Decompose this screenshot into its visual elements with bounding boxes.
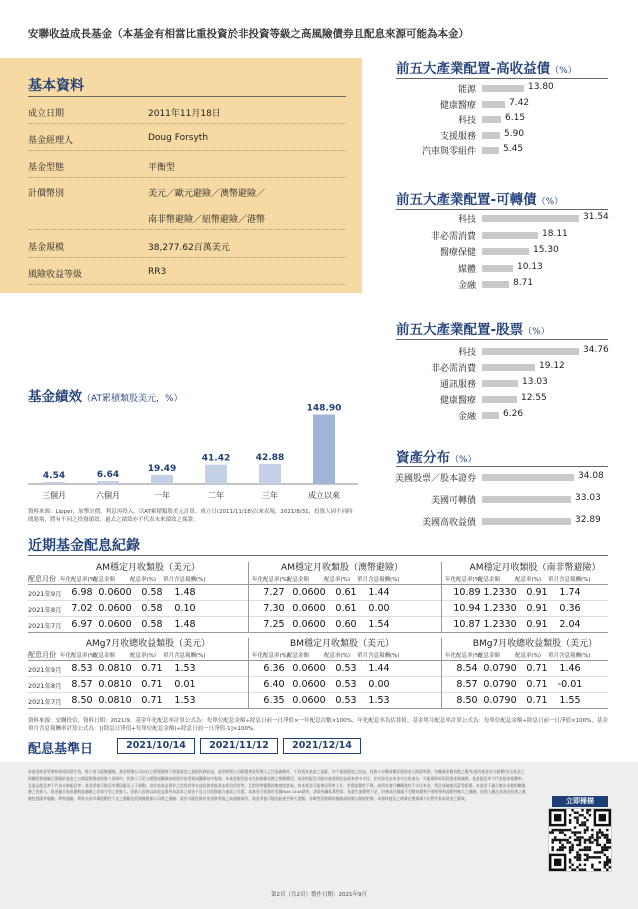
dividend-cell: 2.04 bbox=[559, 619, 581, 630]
dividend-cell: 0.71 bbox=[141, 663, 163, 674]
bar bbox=[482, 281, 509, 288]
bar-label: 科技 bbox=[457, 348, 476, 358]
bar-value: 10.13 bbox=[517, 261, 543, 272]
info-value: RR3 bbox=[148, 267, 167, 277]
dividend-cell: 8.50 bbox=[71, 695, 93, 706]
perf-bar-value: 19.49 bbox=[147, 463, 177, 474]
perf-subtitle: （AT累積類股美元，%） bbox=[82, 394, 183, 404]
dividend-cell: 0.91 bbox=[526, 587, 548, 598]
dividend-cell: 6.97 bbox=[71, 619, 93, 630]
dividend-cell: 0.71 bbox=[526, 695, 548, 706]
info-value: Doug Forsyth bbox=[148, 133, 209, 143]
dividend-column-header: 配息率(%) bbox=[515, 653, 542, 659]
dividend-table-title: BMg7月收總收益類股（美元） bbox=[472, 639, 598, 649]
dividend-cell: 8.57 bbox=[71, 679, 93, 690]
industry-eq-rule bbox=[396, 339, 608, 340]
industry-cb-title-text: 前五大產業配置-可轉債 bbox=[396, 192, 537, 208]
perf-bar-value: 41.42 bbox=[201, 453, 231, 464]
dividend-table-title: AM穩定月收類股（南非幣避險） bbox=[469, 563, 601, 573]
basic-info-rule bbox=[28, 96, 346, 97]
dividend-cell: 7.30 bbox=[263, 603, 285, 614]
bar bbox=[482, 396, 517, 403]
bar bbox=[482, 496, 571, 503]
document-title: 安聯收益成長基金（本基金有相當比重投資於非投資等級之高風險債券且配息來源可能為本金） bbox=[28, 28, 469, 40]
perf-bar bbox=[43, 482, 65, 484]
bar-label: 金融 bbox=[457, 281, 476, 291]
dividend-cell: -0.01 bbox=[557, 679, 583, 690]
table-divider bbox=[248, 638, 249, 708]
dividend-cell: 8.57 bbox=[456, 679, 478, 690]
perf-category-label: 一年 bbox=[154, 491, 170, 500]
performance-bars bbox=[28, 404, 358, 500]
bar bbox=[482, 232, 538, 239]
info-label: 基金規模 bbox=[28, 243, 65, 253]
dividend-cell: 0.60 bbox=[335, 619, 357, 630]
info-separator bbox=[28, 150, 346, 151]
info-separator bbox=[28, 123, 346, 124]
month-cell: 2021年9月 bbox=[28, 666, 62, 674]
dividend-cell: 0.10 bbox=[174, 603, 196, 614]
info-separator bbox=[28, 284, 346, 285]
bar bbox=[482, 348, 579, 355]
bar-label: 醫療保健 bbox=[439, 248, 476, 258]
dividend-column-header: 單月含息報酬(%) bbox=[163, 577, 206, 583]
bar-label: 非必需消費 bbox=[430, 231, 476, 242]
dividend-cell: 0.53 bbox=[335, 695, 357, 706]
bar bbox=[482, 147, 499, 154]
bar-label: 美國高收益債 bbox=[421, 518, 476, 528]
info-label: 計價幣別 bbox=[28, 189, 65, 199]
dividend-cell: 0.0790 bbox=[483, 695, 517, 706]
dividend-cell: 0.91 bbox=[526, 603, 548, 614]
dividend-cell: 10.94 bbox=[453, 603, 481, 614]
info-label: 基金型態 bbox=[28, 163, 65, 173]
perf-category-label: 三年 bbox=[262, 491, 278, 500]
dividend-column-header: 年化配息率(%) bbox=[252, 577, 290, 583]
dividend-cell: 0.53 bbox=[335, 679, 357, 690]
industry-hy-title-text: 前五大產業配置-高收益債 bbox=[396, 61, 551, 77]
dividend-cell: 0.71 bbox=[141, 695, 163, 706]
dividend-cell: 7.02 bbox=[71, 603, 93, 614]
dividend-title: 近期基金配息紀錄 bbox=[28, 538, 140, 554]
dividend-cell: 0.58 bbox=[141, 619, 163, 630]
table-bottom-line bbox=[28, 632, 608, 633]
bar-value: 32.89 bbox=[575, 515, 601, 525]
dividend-cell: 1.54 bbox=[368, 619, 390, 630]
info-separator bbox=[28, 257, 346, 258]
table-row-line bbox=[28, 676, 608, 677]
asset-alloc-unit: （%） bbox=[450, 455, 477, 465]
bar bbox=[482, 474, 574, 481]
info-label: 風險收益等級 bbox=[28, 270, 83, 280]
bar-label: 科技 bbox=[457, 116, 476, 126]
dividend-cell: 0.0600 bbox=[292, 663, 326, 674]
disclaimer-text: 本基金經金管會核准或同意生效，惟不表示絕無風險。基金經理公司以往之經理績效不保證基金之最低投資收益；基金經理公司除盡善良管理人之注意義務外，不負責本基金之盈虧，亦不保證最低之收益，投資人申購前應詳閱基金公開說明書。有關基金應負擔之費用(境外基金含分銷費用)及基金之相關投資風險已揭露於基金之公開說明書或投資人須知中，投資人可至公開資訊觀測站或境外基金資訊觀測站中查詢。本基金配息前未先扣除應負擔之相關費用，基金的配息可能由基金的收益或本金中支付。任何涉及由本金支出的部分，可能導致原始投資金額減損。基金配息率不代表基金報酬率，且過去配息率不代表未來配息率；基金淨值可能因市場因素而上下波動。由於高收益債券之信用評等未達投資等級或未經信用評等，且對利率變動的敏感度甚高，故本基金可能會因利率上升、市場流動性下降，或債券發行機構違約不支付本金、利息或破產而蒙受虧損。本基金不適合無法承擔相關風險之投資人。基金適合能承擔較高風險之非保守型之投資人。投資人投資以高收益債券為訴求之基金不宜占其投資組合過高之比重。本基金可投資於美國Rule 144A債券，該債券屬私募性質，易發生流動性不足、財務訊息揭露不完整或價格不透明導致波動性較大之風險。投資人應注意基金投資之風險包括匯率風險、利率風險、債券交易市場流動性不足之風險及投資無擔保公司債之風險；基金可能投資於非投資等級之高風險債券，基金淨值可能因此產生較大波動。各類型投資標的風險請詳閱公開說明書。本資料提及之經濟走勢預測不必然代表本基金之績效。 bbox=[28, 769, 526, 802]
bar-value: 34.76 bbox=[583, 345, 609, 355]
table-bottom-line bbox=[28, 708, 608, 709]
basis-title: 配息基準日 bbox=[28, 742, 94, 757]
info-value: 南非幣避險／紐幣避險／港幣 bbox=[148, 215, 266, 225]
industry-eq-title bbox=[396, 318, 550, 338]
bar-label: 金融 bbox=[457, 412, 476, 422]
perf-category-label: 二年 bbox=[208, 491, 224, 500]
dividend-cell: 1.2330 bbox=[483, 619, 517, 630]
bar-value: 13.80 bbox=[528, 82, 554, 92]
dividend-column-header: 配息金額 bbox=[93, 653, 116, 659]
dividend-cell: 0.0600 bbox=[98, 619, 132, 630]
dividend-column-header: 單月含息報酬(%) bbox=[357, 577, 400, 583]
bar-value: 33.03 bbox=[575, 493, 601, 503]
table-divider bbox=[441, 562, 442, 632]
bar-value: 13.03 bbox=[522, 377, 548, 387]
basis-date-3: 2021/12/14 bbox=[283, 738, 361, 754]
table-row-line bbox=[28, 600, 608, 601]
dividend-rule bbox=[28, 555, 608, 556]
bar-label: 科技 bbox=[457, 215, 476, 225]
bar-value: 5.45 bbox=[503, 144, 524, 154]
info-label: 成立日期 bbox=[28, 109, 65, 119]
dividend-cell: 6.98 bbox=[71, 587, 93, 598]
month-cell: 2021年7月 bbox=[28, 698, 62, 706]
bar-value: 31.54 bbox=[583, 212, 609, 222]
bar-label: 汽車與零組件 bbox=[421, 147, 476, 157]
bar-label: 能源 bbox=[457, 85, 476, 95]
dividend-cell: 1.2330 bbox=[483, 587, 517, 598]
basic-info-title: 基本資料 bbox=[28, 78, 84, 94]
month-cell: 2021年8月 bbox=[28, 606, 62, 614]
dividend-cell: 10.87 bbox=[453, 619, 481, 630]
bar bbox=[482, 85, 524, 92]
dividend-column-header: 配息金額 bbox=[287, 577, 310, 583]
dividend-column-header: 配息金額 bbox=[287, 653, 310, 659]
dividend-cell: 0.0600 bbox=[98, 587, 132, 598]
perf-bar-value: 4.54 bbox=[42, 470, 66, 481]
bar-value: 8.71 bbox=[513, 278, 534, 288]
bar bbox=[482, 380, 518, 387]
dividend-cell: 8.50 bbox=[456, 695, 478, 706]
dividend-column-header: 單月含息報酬(%) bbox=[548, 577, 591, 583]
bar-label: 美國股票／股本證券 bbox=[394, 474, 476, 484]
dividend-cell: 1.55 bbox=[559, 695, 581, 706]
bar bbox=[482, 364, 535, 371]
dividend-column-header: 年化配息率(%) bbox=[445, 577, 483, 583]
info-value: 2011年11月18日 bbox=[148, 109, 221, 119]
dividend-cell: 1.48 bbox=[174, 587, 196, 598]
dividend-column-header: 年化配息率(%) bbox=[60, 653, 98, 659]
dividend-column-header: 配息金額 bbox=[93, 577, 116, 583]
dividend-cell: 0.0600 bbox=[292, 679, 326, 690]
dividend-cell: 0.58 bbox=[141, 603, 163, 614]
basis-date-1: 2021/10/14 bbox=[117, 738, 195, 754]
dividend-cell: 1.48 bbox=[174, 619, 196, 630]
perf-bar bbox=[97, 481, 119, 484]
dividend-cell: 0.71 bbox=[141, 679, 163, 690]
dividend-cell: 0.0790 bbox=[483, 679, 517, 690]
dividend-column-header: 年化配息率(%) bbox=[60, 577, 98, 583]
dividend-column-header: 年化配息率(%) bbox=[445, 653, 483, 659]
bar bbox=[482, 215, 579, 222]
asset-alloc-title-text: 資產分布 bbox=[396, 450, 450, 466]
dividend-cell: 1.44 bbox=[368, 663, 390, 674]
perf-bar bbox=[313, 415, 335, 484]
dividend-cell: 0.0600 bbox=[98, 603, 132, 614]
dividend-cell: 1.46 bbox=[559, 663, 581, 674]
asset-alloc-title bbox=[396, 446, 477, 466]
dividend-column-header: 配息金額 bbox=[478, 653, 501, 659]
dividend-table-title: BM穩定月收類股（美元） bbox=[290, 639, 394, 649]
industry-cb-rule bbox=[396, 209, 608, 210]
dividend-column-header: 配息率(%) bbox=[324, 577, 351, 583]
page-footer: 第2頁（共2頁）製作日期：2021年9月 bbox=[271, 892, 367, 898]
bar bbox=[482, 412, 499, 419]
industry-cb-title bbox=[396, 188, 563, 208]
dividend-cell: 0.91 bbox=[526, 619, 548, 630]
dividend-cell: 0.58 bbox=[141, 587, 163, 598]
dividend-cell: 6.35 bbox=[263, 695, 285, 706]
month-header: 配息月份 bbox=[28, 651, 56, 659]
dividend-cell: 0.00 bbox=[368, 679, 390, 690]
perf-title-text: 基金績效 bbox=[28, 389, 82, 405]
bar-label: 媒體 bbox=[457, 264, 476, 275]
dividend-cell: 1.44 bbox=[368, 587, 390, 598]
bar bbox=[482, 116, 501, 123]
dividend-cell: 7.27 bbox=[263, 587, 285, 598]
info-value: 平衡型 bbox=[148, 163, 176, 173]
bar bbox=[482, 132, 500, 139]
month-cell: 2021年9月 bbox=[28, 590, 62, 598]
dividend-cell: 0.0600 bbox=[292, 587, 326, 598]
perf-category-label: 六個月 bbox=[96, 491, 120, 500]
dividend-column-header: 單月含息報酬(%) bbox=[163, 653, 206, 659]
table-header-line bbox=[28, 660, 608, 661]
dividend-column-header: 配息率(%) bbox=[324, 653, 351, 659]
bar-value: 7.42 bbox=[509, 97, 530, 108]
bar-label: 通訊服務 bbox=[439, 380, 476, 390]
info-value: 美元／歐元避險／澳幣避險／ bbox=[148, 189, 266, 199]
industry-eq-title-text: 前五大產業配置-股票 bbox=[396, 322, 524, 338]
dividend-cell: 0.61 bbox=[335, 587, 357, 598]
bar-value: 6.15 bbox=[505, 113, 526, 123]
dividend-cell: 8.54 bbox=[456, 663, 478, 674]
performance-bar-chart bbox=[28, 400, 358, 505]
dividend-cell: 1.53 bbox=[368, 695, 390, 706]
bar bbox=[482, 101, 505, 108]
dividend-cell: 1.53 bbox=[174, 663, 196, 674]
dividend-cell: 0.61 bbox=[335, 603, 357, 614]
qr-code-icon[interactable] bbox=[548, 808, 612, 872]
dividend-cell: 0.0600 bbox=[292, 695, 326, 706]
dividend-cell: 6.40 bbox=[263, 679, 285, 690]
dividend-cell: 0.0600 bbox=[292, 603, 326, 614]
dividend-cell: 7.25 bbox=[263, 619, 285, 630]
table-row-line bbox=[28, 692, 608, 693]
qr-code-graphic bbox=[549, 809, 611, 871]
table-divider bbox=[248, 562, 249, 632]
dividend-cell: 8.53 bbox=[71, 663, 93, 674]
dividend-cell: 1.74 bbox=[559, 587, 581, 598]
dividend-cell: 0.71 bbox=[526, 663, 548, 674]
dividend-cell: 0.36 bbox=[559, 603, 581, 614]
perf-category-label: 三個月 bbox=[42, 491, 66, 500]
bar-value: 34.08 bbox=[578, 471, 604, 481]
perf-bar-value: 6.64 bbox=[96, 469, 120, 480]
dividend-cell: 1.2330 bbox=[483, 603, 517, 614]
asset-alloc-rule bbox=[396, 466, 608, 467]
table-header-line bbox=[28, 584, 608, 585]
dividend-cell: 0.0600 bbox=[292, 619, 326, 630]
perf-bar-value: 148.90 bbox=[306, 403, 342, 414]
bar bbox=[482, 265, 513, 272]
table-divider bbox=[441, 638, 442, 708]
dividend-cell: 0.00 bbox=[368, 603, 390, 614]
dividend-table-title: AM穩定月收類股（澳幣避險） bbox=[281, 563, 403, 573]
dividend-cell: 10.89 bbox=[453, 587, 481, 598]
dividend-cell: 0.0810 bbox=[98, 695, 132, 706]
month-header: 配息月份 bbox=[28, 575, 56, 583]
dividend-cell: 1.53 bbox=[174, 695, 196, 706]
dividend-cell: 0.71 bbox=[526, 679, 548, 690]
bar bbox=[482, 248, 529, 255]
qr-label: 立即掃描 bbox=[552, 796, 608, 807]
bar-value: 18.11 bbox=[542, 228, 568, 239]
month-cell: 2021年8月 bbox=[28, 682, 62, 690]
bar-value: 12.55 bbox=[521, 393, 547, 403]
dividend-column-header: 單月含息報酬(%) bbox=[357, 653, 400, 659]
dividend-table-title: AM穩定月收類股（美元） bbox=[96, 563, 200, 573]
dividend-cell: 0.0810 bbox=[98, 679, 132, 690]
dividend-cell: 0.0790 bbox=[483, 663, 517, 674]
industry-eq-unit: （%） bbox=[523, 327, 550, 337]
bar-label: 美國可轉債 bbox=[430, 496, 476, 506]
info-separator bbox=[28, 229, 346, 230]
performance-note: 資料來源：Lipper，原幣計價，利息再投入，以AT累積類股美元計算。成立日(2011/11/18)以來表現，2021/8/31，投資人因不同時間進場，將有不同之投資績效，過去之績效亦不代表未來績效之保證。 bbox=[28, 509, 353, 523]
bar bbox=[482, 518, 571, 525]
dividend-cell: 0.53 bbox=[335, 663, 357, 674]
perf-bar-value: 42.88 bbox=[255, 452, 285, 463]
bar-value: 19.12 bbox=[539, 361, 565, 371]
info-value: 38,277.62百萬美元 bbox=[148, 243, 230, 253]
perf-bar bbox=[205, 465, 227, 484]
bar-value: 6.26 bbox=[503, 409, 524, 419]
month-cell: 2021年7月 bbox=[28, 622, 62, 630]
dividend-column-header: 單月含息報酬(%) bbox=[548, 653, 591, 659]
dividend-column-header: 年化配息率(%) bbox=[252, 653, 290, 659]
bar-label: 非必需消費 bbox=[430, 364, 476, 374]
perf-bar bbox=[151, 475, 173, 484]
dividend-cell: 0.01 bbox=[174, 679, 196, 690]
bar-label: 健康醫療 bbox=[439, 396, 476, 406]
industry-cb-unit: （%） bbox=[536, 197, 564, 207]
bar-value: 15.30 bbox=[533, 245, 559, 255]
info-label: 基金經理人 bbox=[28, 136, 74, 146]
industry-hy-title bbox=[396, 57, 577, 77]
bar-value: 5.90 bbox=[504, 128, 525, 139]
dividend-note: 資料來源：安聯投信，資料日期：2021/9，基金年化配息率計算公式為：每單位配息金額÷除息日前一日淨值×一年配息次數×100%，年化配息率為估算值。基金單月配息率計算公式為：每單位配息金額÷除息日前一日淨值×100%，基金單月含息報酬率計算公式為：[(除息日淨值+每單位配息金額)÷除息日前一日淨值-1]×100%。 bbox=[28, 718, 608, 732]
dividend-column-header: 配息率(%) bbox=[130, 577, 157, 583]
bar-label: 支援服務 bbox=[439, 131, 476, 142]
perf-bar bbox=[259, 464, 281, 484]
dividend-column-header: 配息金額 bbox=[478, 577, 501, 583]
industry-hy-rule bbox=[396, 78, 608, 79]
dividend-table-title: AMg7月收總收益類股（美元） bbox=[85, 639, 211, 649]
dividend-column-header: 配息率(%) bbox=[130, 653, 157, 659]
perf-category-label: 成立以來 bbox=[308, 491, 340, 500]
industry-hy-unit: （%） bbox=[550, 66, 577, 76]
table-row-line bbox=[28, 616, 608, 617]
info-separator bbox=[28, 177, 346, 178]
dividend-column-header: 配息率(%) bbox=[515, 577, 542, 583]
dividend-cell: 6.36 bbox=[263, 663, 285, 674]
bar-label: 健康醫療 bbox=[439, 100, 476, 111]
basis-date-2: 2021/11/12 bbox=[200, 738, 278, 754]
dividend-cell: 0.0810 bbox=[98, 663, 132, 674]
